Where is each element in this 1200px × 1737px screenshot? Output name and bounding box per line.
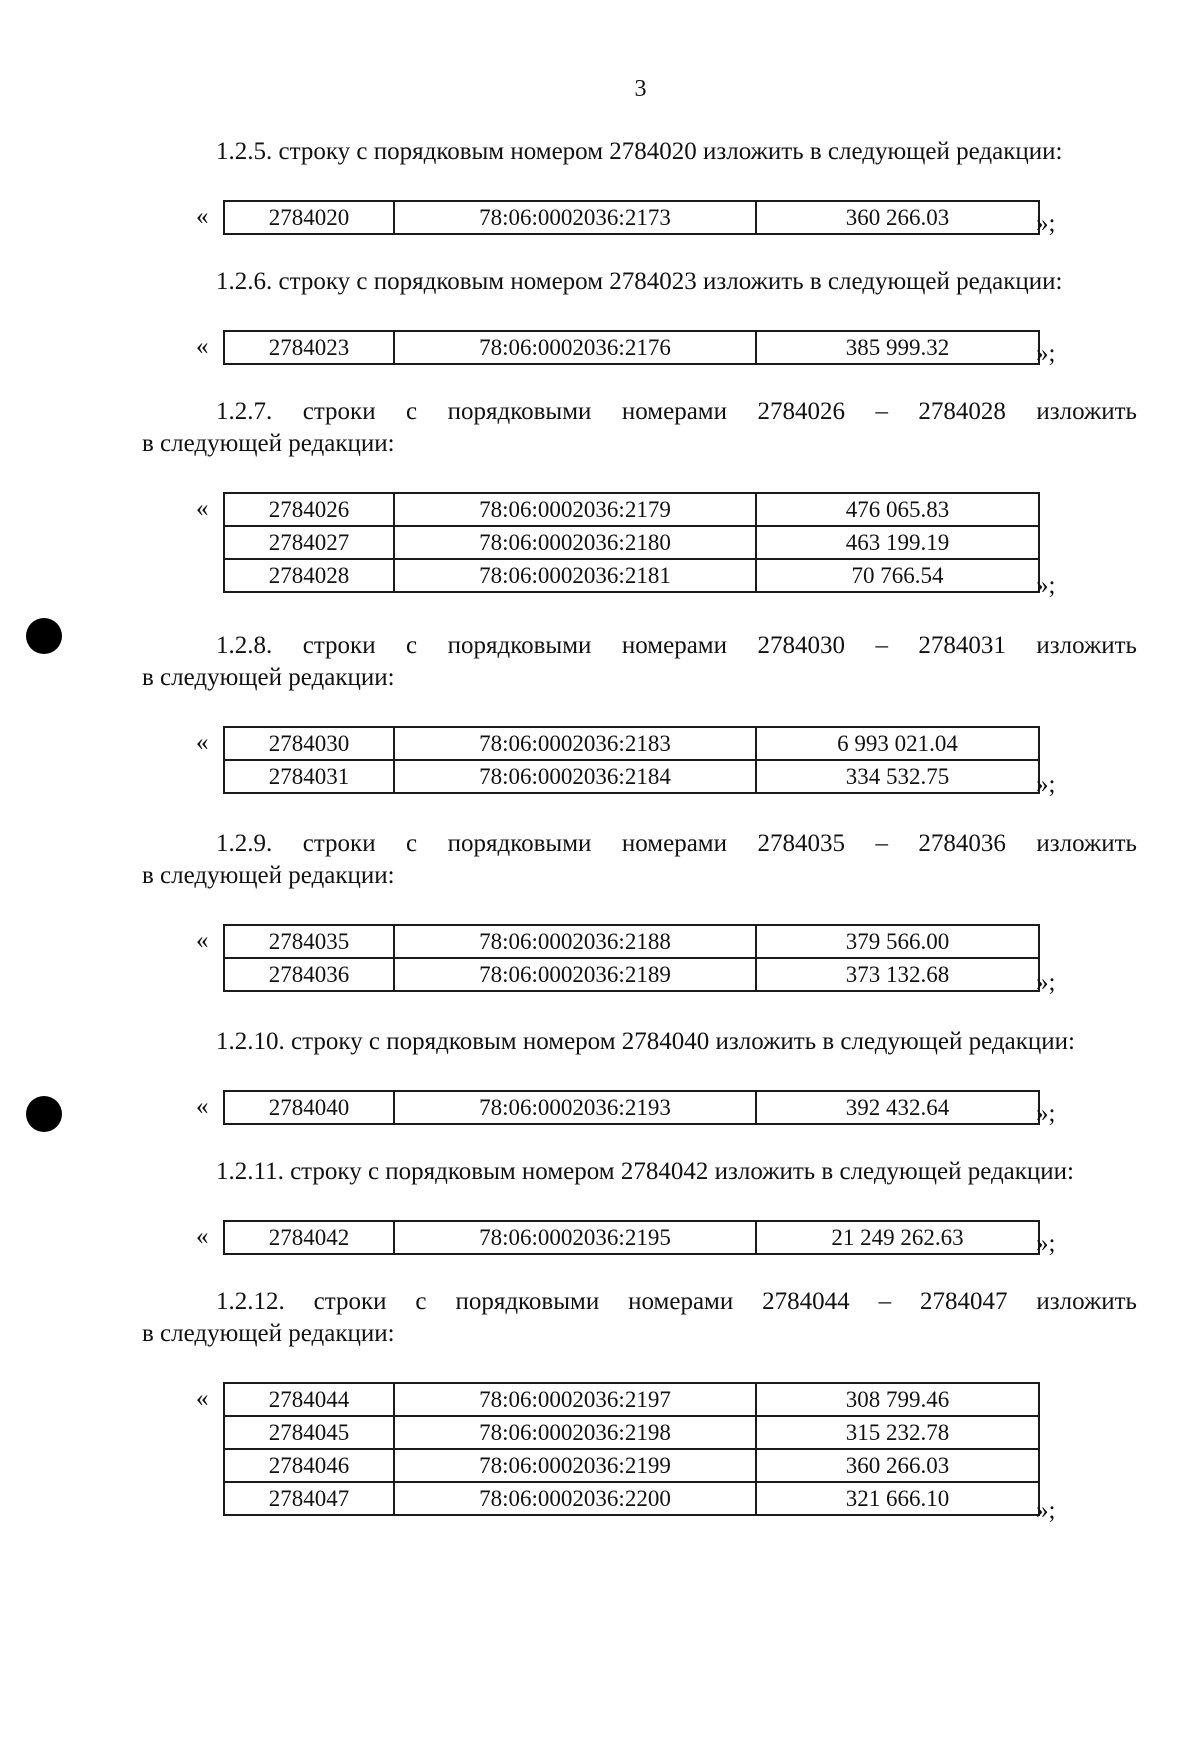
paragraph-line-1	[142, 828, 1137, 860]
cadastral-number-cell: 78:06:0002036:2188	[394, 925, 756, 958]
punch-hole-mark	[26, 618, 62, 654]
paragraph-word: –	[878, 1288, 892, 1315]
paragraph-word: строки	[302, 398, 376, 425]
table-row	[224, 201, 1039, 234]
value-cell: 379 566.00	[756, 925, 1039, 958]
closing-quote: »;	[1036, 340, 1056, 367]
amendment-table	[223, 726, 1040, 794]
paragraph-line-1	[142, 396, 1137, 428]
row-number-cell: 2784045	[224, 1416, 394, 1449]
row-number-cell: 2784027	[224, 526, 394, 559]
amendment-paragraph	[142, 396, 1137, 460]
paragraph-word: с	[406, 632, 418, 659]
closing-quote: »;	[1036, 572, 1056, 599]
paragraph-word: порядковыми	[447, 398, 592, 425]
value-cell: 463 199.19	[756, 526, 1039, 559]
paragraph-word: 2784026	[757, 398, 845, 425]
value-cell: 360 266.03	[756, 201, 1039, 234]
opening-quote: «	[196, 333, 209, 360]
amendment-table	[223, 1090, 1040, 1125]
paragraph-word: с	[406, 398, 418, 425]
row-number-cell: 2784046	[224, 1449, 394, 1482]
opening-quote: «	[196, 1093, 209, 1120]
opening-quote: «	[196, 203, 209, 230]
paragraph-word: 1.2.9.	[216, 830, 273, 857]
amendment-table	[223, 330, 1040, 365]
paragraph-line-2: в следующей редакции:	[142, 1320, 395, 1347]
cadastral-number-cell: 78:06:0002036:2173	[394, 201, 756, 234]
value-cell: 21 249 262.63	[756, 1221, 1039, 1254]
value-cell: 476 065.83	[756, 493, 1039, 526]
value-cell: 360 266.03	[756, 1449, 1039, 1482]
paragraph-word: 1.2.12.	[216, 1288, 285, 1315]
paragraph-word: изложить	[1036, 632, 1137, 659]
row-number-cell: 2784020	[224, 201, 394, 234]
paragraph-word: номерами	[628, 1288, 734, 1315]
table-row	[224, 1482, 1039, 1515]
paragraph-word: с	[415, 1288, 427, 1315]
value-cell: 6 993 021.04	[756, 727, 1039, 760]
cadastral-number-cell: 78:06:0002036:2180	[394, 526, 756, 559]
value-cell: 385 999.32	[756, 331, 1039, 364]
paragraph-word: номерами	[621, 830, 727, 857]
amendment-table-block	[196, 1220, 1096, 1255]
paragraph-word: 2784030	[757, 632, 845, 659]
paragraph-word: номерами	[621, 632, 727, 659]
table-row	[224, 559, 1039, 592]
cadastral-number-cell: 78:06:0002036:2200	[394, 1482, 756, 1515]
paragraph-word: строки	[313, 1288, 387, 1315]
value-cell: 315 232.78	[756, 1416, 1039, 1449]
punch-hole-mark	[26, 1096, 62, 1132]
table-row	[224, 1416, 1039, 1449]
value-cell: 321 666.10	[756, 1482, 1039, 1515]
opening-quote: «	[196, 729, 209, 756]
table-row	[224, 331, 1039, 364]
amendment-paragraph	[142, 1286, 1137, 1350]
paragraph-line-1	[142, 630, 1137, 662]
amendment-table	[223, 200, 1040, 235]
paragraph-line-2: в следующей редакции:	[142, 664, 395, 691]
value-cell: 308 799.46	[756, 1383, 1039, 1416]
amendment-table	[223, 1382, 1040, 1516]
paragraph-word: порядковыми	[455, 1288, 600, 1315]
row-number-cell: 2784042	[224, 1221, 394, 1254]
amendment-paragraph: 1.2.10. строку с порядковым номером 2784040 изложить в следующей редакции:	[216, 1028, 1075, 1055]
table-row	[224, 493, 1039, 526]
paragraph-word: –	[875, 830, 888, 857]
table-row	[224, 1221, 1039, 1254]
row-number-cell: 2784023	[224, 331, 394, 364]
table-row	[224, 760, 1039, 793]
amendment-table-block	[196, 492, 1096, 597]
cadastral-number-cell: 78:06:0002036:2183	[394, 727, 756, 760]
row-number-cell: 2784047	[224, 1482, 394, 1515]
paragraph-word: номерами	[621, 398, 727, 425]
paragraph-word: 2784036	[918, 830, 1006, 857]
table-row	[224, 526, 1039, 559]
paragraph-word: изложить	[1036, 830, 1137, 857]
row-number-cell: 2784035	[224, 925, 394, 958]
amendment-table-block	[196, 924, 1096, 994]
table-row	[224, 1091, 1039, 1124]
paragraph-line-2: в следующей редакции:	[142, 430, 395, 457]
cadastral-number-cell: 78:06:0002036:2176	[394, 331, 756, 364]
row-number-cell: 2784036	[224, 958, 394, 991]
closing-quote: »;	[1036, 1497, 1056, 1524]
amendment-paragraph: 1.2.6. строку с порядковым номером 2784023 изложить в следующей редакции:	[216, 268, 1063, 295]
page-number: 3	[634, 76, 647, 102]
value-cell: 392 432.64	[756, 1091, 1039, 1124]
amendment-table-block	[196, 1090, 1096, 1125]
paragraph-word: строки	[302, 830, 376, 857]
paragraph-word: порядковыми	[447, 632, 592, 659]
row-number-cell: 2784040	[224, 1091, 394, 1124]
amendment-table	[223, 1220, 1040, 1255]
paragraph-word: –	[875, 398, 888, 425]
paragraph-word: порядковыми	[447, 830, 592, 857]
cadastral-number-cell: 78:06:0002036:2199	[394, 1449, 756, 1482]
amendment-table-block	[196, 200, 1096, 235]
cadastral-number-cell: 78:06:0002036:2197	[394, 1383, 756, 1416]
paragraph-word: –	[875, 632, 888, 659]
paragraph-line-1	[142, 1286, 1137, 1318]
cadastral-number-cell: 78:06:0002036:2189	[394, 958, 756, 991]
value-cell: 70 766.54	[756, 559, 1039, 592]
value-cell: 334 532.75	[756, 760, 1039, 793]
paragraph-line-2: в следующей редакции:	[142, 862, 395, 889]
row-number-cell: 2784044	[224, 1383, 394, 1416]
opening-quote: «	[196, 1385, 209, 1412]
paragraph-word: строки	[302, 632, 376, 659]
cadastral-number-cell: 78:06:0002036:2198	[394, 1416, 756, 1449]
value-cell: 373 132.68	[756, 958, 1039, 991]
opening-quote: «	[196, 927, 209, 954]
cadastral-number-cell: 78:06:0002036:2179	[394, 493, 756, 526]
amendment-paragraph: 1.2.5. строку с порядковым номером 2784020 изложить в следующей редакции:	[216, 138, 1063, 165]
amendment-table	[223, 924, 1040, 992]
paragraph-word: 2784044	[762, 1288, 850, 1315]
closing-quote: »;	[1036, 1230, 1056, 1257]
row-number-cell: 2784031	[224, 760, 394, 793]
amendment-table	[223, 492, 1040, 593]
row-number-cell: 2784030	[224, 727, 394, 760]
table-row	[224, 727, 1039, 760]
amendment-paragraph: 1.2.11. строку с порядковым номером 2784042 изложить в следующей редакции:	[216, 1158, 1075, 1185]
closing-quote: »;	[1036, 771, 1056, 798]
closing-quote: »;	[1036, 969, 1056, 996]
table-row	[224, 1383, 1039, 1416]
amendment-paragraph	[142, 630, 1137, 694]
paragraph-word: 2784035	[757, 830, 845, 857]
paragraph-word: изложить	[1036, 398, 1137, 425]
cadastral-number-cell: 78:06:0002036:2181	[394, 559, 756, 592]
paragraph-word: изложить	[1036, 1288, 1137, 1315]
paragraph-word: 1.2.8.	[216, 632, 273, 659]
table-row	[224, 958, 1039, 991]
paragraph-word: 2784028	[918, 398, 1006, 425]
opening-quote: «	[196, 495, 209, 522]
opening-quote: «	[196, 1223, 209, 1250]
row-number-cell: 2784026	[224, 493, 394, 526]
cadastral-number-cell: 78:06:0002036:2193	[394, 1091, 756, 1124]
paragraph-word: с	[406, 830, 418, 857]
amendment-paragraph	[142, 828, 1137, 892]
closing-quote: »;	[1036, 1100, 1056, 1127]
paragraph-word: 1.2.7.	[216, 398, 273, 425]
cadastral-number-cell: 78:06:0002036:2195	[394, 1221, 756, 1254]
paragraph-word: 2784031	[918, 632, 1006, 659]
table-row	[224, 925, 1039, 958]
table-row	[224, 1449, 1039, 1482]
amendment-table-block	[196, 726, 1096, 796]
amendment-table-block	[196, 1382, 1096, 1522]
cadastral-number-cell: 78:06:0002036:2184	[394, 760, 756, 793]
amendment-table-block	[196, 330, 1096, 365]
paragraph-word: 2784047	[919, 1288, 1008, 1315]
closing-quote: »;	[1036, 210, 1056, 237]
row-number-cell: 2784028	[224, 559, 394, 592]
